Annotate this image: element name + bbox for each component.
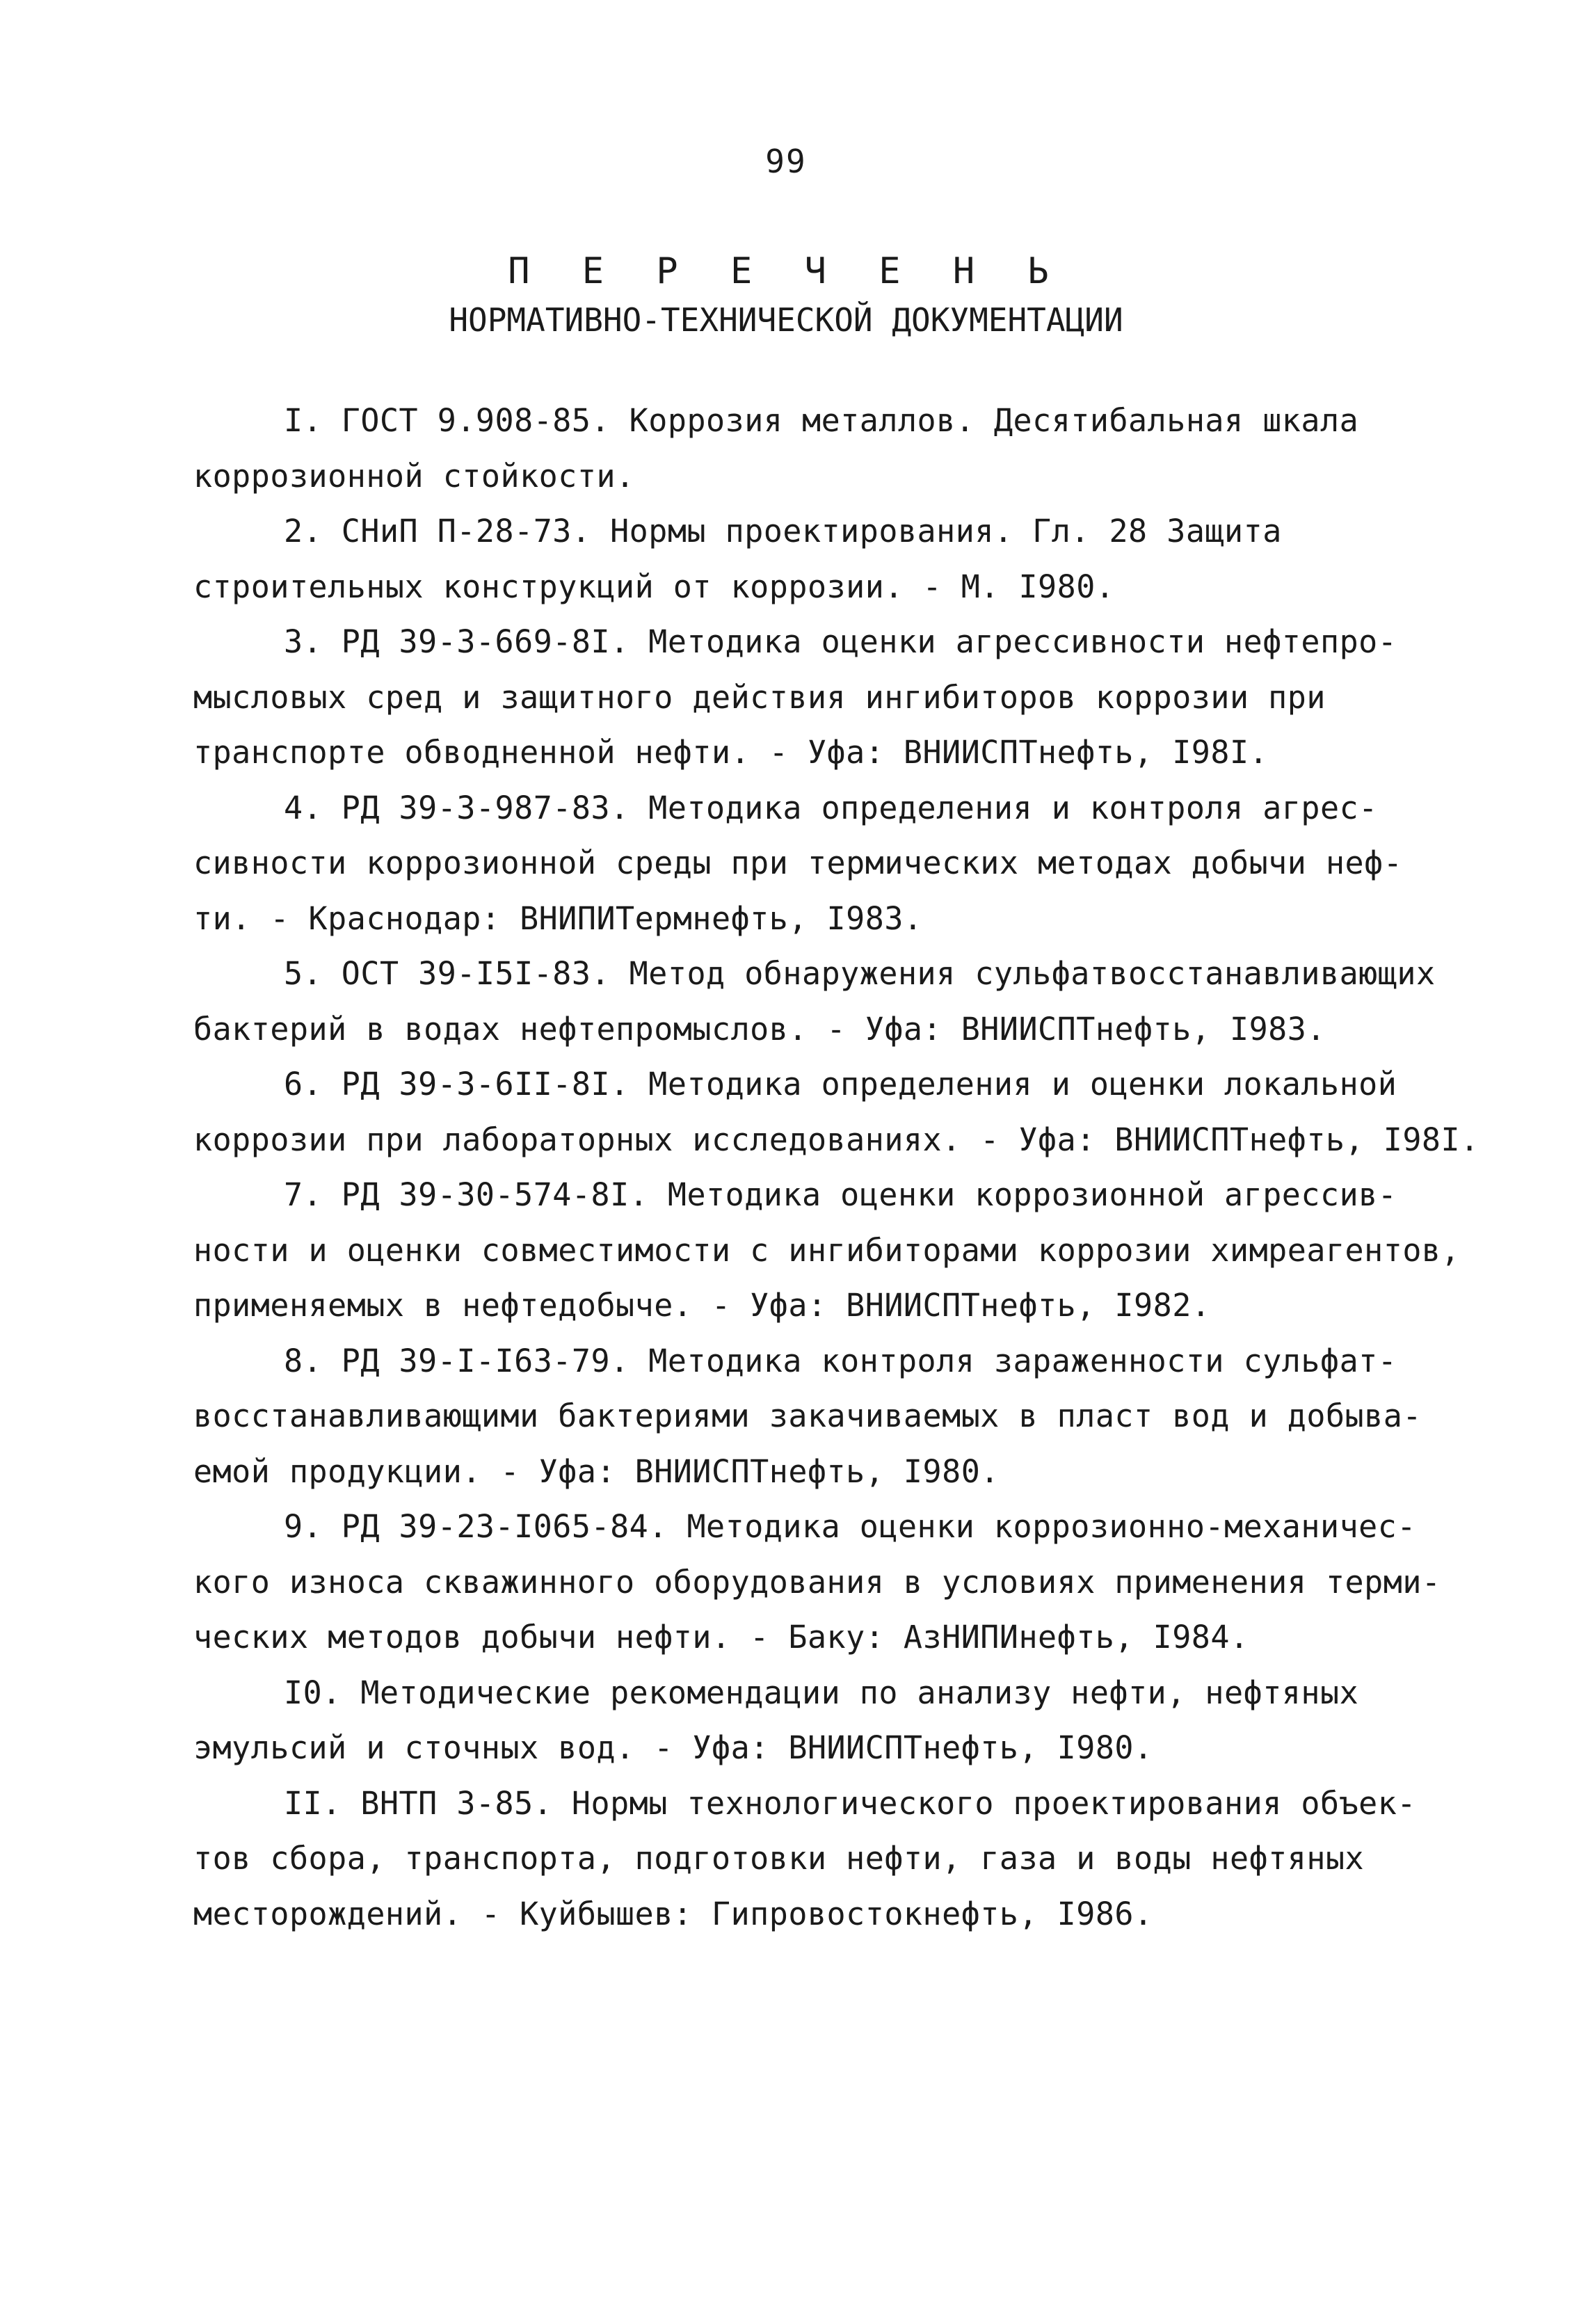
reference-item — [193, 1057, 1479, 1167]
reference-line: месторождений. - Куйбышев: Гипровостокнефть, I986. — [193, 1895, 1153, 1932]
reference-line: бактерий в водах нефтепромыслов. - Уфа: ВНИИСПТнефть, I983. — [193, 1010, 1326, 1048]
reference-item — [193, 614, 1459, 780]
page-number: 99 — [765, 143, 807, 180]
reference-line: 4. РД 39-3-987-83. Методика определения и контроля агрес- — [284, 789, 1378, 826]
document-title: П Е Р Е Ч Е Н Ь — [508, 250, 1064, 292]
reference-line: тов сбора, транспорта, подготовки нефти, газа и воды нефтяных — [193, 1840, 1365, 1877]
reference-item — [193, 1776, 1459, 1942]
reference-line: кого износа скважинного оборудования в условиях применения терми- — [193, 1563, 1441, 1601]
reference-item — [193, 780, 1459, 947]
reference-line: 6. РД 39-3-6II-8I. Методика определения и оценки локальной — [284, 1066, 1397, 1103]
reference-line: ческих методов добычи нефти. - Баку: АзНИПИнефть, I984. — [193, 1619, 1249, 1656]
reference-line: восстанавливающими бактериями закачиваемых в пласт вод и добыва- — [193, 1397, 1422, 1434]
reference-line: мысловых сред и защитного действия ингибиторов коррозии при — [193, 678, 1326, 716]
reference-line: I0. Методические рекомендации по анализу нефти, нефтяных — [284, 1674, 1359, 1711]
reference-item — [193, 1333, 1459, 1500]
reference-item — [193, 504, 1459, 614]
reference-item — [193, 1167, 1459, 1333]
reference-line: ности и оценки совместимости с ингибиторами коррозии химреагентов, — [193, 1231, 1461, 1269]
reference-line: коррозионной стойкости. — [193, 457, 635, 495]
reference-line: II. ВНТП 3-85. Нормы технологического проектирования объек- — [284, 1784, 1416, 1822]
reference-item — [193, 1665, 1459, 1776]
reference-line: 8. РД 39-I-I63-79. Методика контроля зараженности сульфат- — [284, 1342, 1397, 1379]
reference-line: 5. ОСТ 39-I5I-83. Метод обнаружения сульфатвосстанавливающих — [284, 955, 1436, 992]
reference-line: строительных конструкций от коррозии. - М. I980. — [193, 568, 1115, 605]
reference-line: емой продукции. - Уфа: ВНИИСПТнефть, I980. — [193, 1452, 1000, 1490]
reference-line: 7. РД 39-30-574-8I. Методика оценки коррозионной агрессив- — [284, 1176, 1397, 1213]
reference-line: транспорте обводненной нефти. - Уфа: ВНИИСПТнефть, I98I. — [193, 734, 1269, 771]
document-subtitle: НОРМАТИВНО-ТЕХНИЧЕСКОЙ ДОКУМЕНТАЦИИ — [449, 301, 1123, 339]
reference-line: сивности коррозионной среды при термических методах добычи неф- — [193, 844, 1403, 881]
reference-line: I. ГОСТ 9.908-85. Коррозия металлов. Десятибальная шкала — [284, 402, 1359, 439]
reference-line: коррозии при лабораторных исследованиях. - Уфа: ВНИИСПТнефть, I98I. — [193, 1121, 1479, 1158]
reference-line: эмульсий и сточных вод. - Уфа: ВНИИСПТнефть, I980. — [193, 1729, 1153, 1766]
reference-item — [193, 946, 1459, 1057]
reference-line: 2. СНиП П-28-73. Нормы проектирования. Гл. 28 Защита — [284, 513, 1282, 550]
reference-line: 3. РД 39-3-669-8I. Методика оценки агрессивности нефтепро- — [284, 623, 1397, 660]
reference-line: ти. - Краснодар: ВНИПИТермнефть, I983. — [193, 899, 923, 937]
reference-line: применяемых в нефтедобыче. - Уфа: ВНИИСПТнефть, I982. — [193, 1287, 1211, 1324]
reference-list — [193, 393, 1479, 1941]
reference-line: 9. РД 39-23-I065-84. Методика оценки коррозионно-механичес- — [284, 1508, 1416, 1545]
reference-item — [193, 1499, 1459, 1665]
reference-item — [193, 393, 1459, 504]
